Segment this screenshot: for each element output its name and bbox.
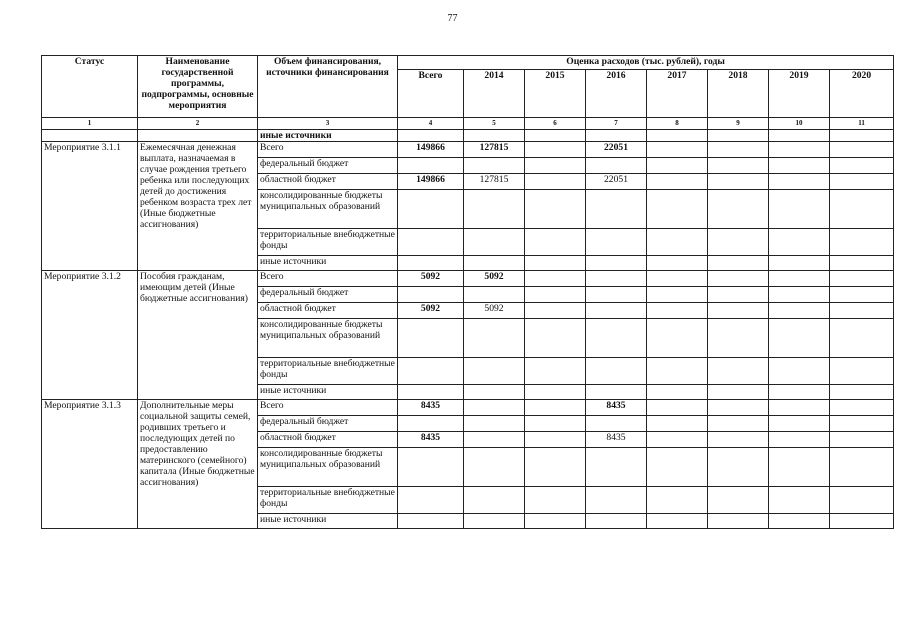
- value-cell: [398, 358, 464, 385]
- value-cell: [769, 271, 830, 287]
- value-cell: 8435: [398, 400, 464, 416]
- financing-source: иные источники: [258, 256, 398, 271]
- value-cell: [830, 416, 894, 432]
- value-cell: [830, 400, 894, 416]
- measure-status: Мероприятие 3.1.3: [42, 400, 138, 529]
- column-number: 5: [464, 118, 525, 130]
- value-cell: [464, 158, 525, 174]
- column-number: 10: [769, 118, 830, 130]
- value-cell: [830, 358, 894, 385]
- value-cell: [708, 174, 769, 190]
- value-cell: [525, 130, 586, 142]
- value-cell: [830, 319, 894, 358]
- value-cell: [708, 514, 769, 529]
- value-cell: [525, 319, 586, 358]
- value-cell: [708, 487, 769, 514]
- value-cell: [647, 358, 708, 385]
- value-cell: [830, 385, 894, 400]
- value-cell: [586, 303, 647, 319]
- value-cell: 5092: [398, 271, 464, 287]
- value-cell: [769, 229, 830, 256]
- value-cell: [708, 256, 769, 271]
- value-cell: [398, 287, 464, 303]
- financing-source: консолидированные бюджеты муниципальных образований: [258, 448, 398, 487]
- value-cell: [398, 229, 464, 256]
- header-year-2016: 2016: [586, 70, 647, 118]
- value-cell: [586, 256, 647, 271]
- budget-table: [41, 55, 894, 529]
- value-cell: [586, 514, 647, 529]
- column-number: 11: [830, 118, 894, 130]
- value-cell: [769, 432, 830, 448]
- value-cell: [586, 319, 647, 358]
- value-cell: [647, 319, 708, 358]
- financing-source: Всего: [258, 142, 398, 158]
- value-cell: [398, 385, 464, 400]
- value-cell: [830, 287, 894, 303]
- value-cell: [464, 130, 525, 142]
- header-year-2017: 2017: [647, 70, 708, 118]
- value-cell: [525, 358, 586, 385]
- value-cell: [464, 416, 525, 432]
- value-cell: [830, 229, 894, 256]
- value-cell: [708, 319, 769, 358]
- value-cell: [464, 385, 525, 400]
- value-cell: [769, 174, 830, 190]
- financing-source: федеральный бюджет: [258, 287, 398, 303]
- value-cell: [647, 229, 708, 256]
- value-cell: [647, 416, 708, 432]
- value-cell: [647, 130, 708, 142]
- value-cell: [830, 432, 894, 448]
- value-cell: [830, 514, 894, 529]
- table-row: [42, 400, 894, 416]
- value-cell: [398, 487, 464, 514]
- column-number: 6: [525, 118, 586, 130]
- value-cell: [830, 303, 894, 319]
- value-cell: [464, 514, 525, 529]
- value-cell: [830, 271, 894, 287]
- financing-source: консолидированные бюджеты муниципальных образований: [258, 319, 398, 358]
- financing-source: иные источники: [258, 514, 398, 529]
- financing-source: областной бюджет: [258, 303, 398, 319]
- value-cell: [708, 271, 769, 287]
- measure-status: Мероприятие 3.1.1: [42, 142, 138, 271]
- header-financing-volume: Объем финансирования, источники финансирования: [258, 56, 398, 118]
- financing-source: иные источники: [258, 385, 398, 400]
- value-cell: [769, 400, 830, 416]
- value-cell: [769, 514, 830, 529]
- value-cell: [708, 158, 769, 174]
- value-cell: [708, 416, 769, 432]
- value-cell: [398, 448, 464, 487]
- value-cell: [464, 287, 525, 303]
- financing-source: федеральный бюджет: [258, 158, 398, 174]
- measure-name: Ежемесячная денежная выплата, назначаемая в случае рождения третьего ребенка или последующих детей до достижения ребенком возраста трех лет (Иные бюджетные ассигнования): [138, 142, 258, 271]
- value-cell: [708, 432, 769, 448]
- value-cell: [830, 448, 894, 487]
- column-number: 9: [708, 118, 769, 130]
- value-cell: 22051: [586, 174, 647, 190]
- value-cell: [525, 190, 586, 229]
- value-cell: [769, 303, 830, 319]
- financing-source: Всего: [258, 271, 398, 287]
- value-cell: [830, 256, 894, 271]
- page-number: 77: [447, 13, 458, 24]
- value-cell: [586, 358, 647, 385]
- value-cell: [769, 256, 830, 271]
- value-cell: [464, 487, 525, 514]
- value-cell: [525, 400, 586, 416]
- header-year-2015: 2015: [525, 70, 586, 118]
- value-cell: [525, 256, 586, 271]
- value-cell: [647, 448, 708, 487]
- value-cell: [525, 174, 586, 190]
- value-cell: [586, 416, 647, 432]
- financing-source: федеральный бюджет: [258, 416, 398, 432]
- value-cell: [525, 142, 586, 158]
- column-number: 3: [258, 118, 398, 130]
- financing-source: консолидированные бюджеты муниципальных образований: [258, 190, 398, 229]
- financing-source: территориальные внебюджетные фонды: [258, 487, 398, 514]
- value-cell: 8435: [398, 432, 464, 448]
- header-year-2020: 2020: [830, 70, 894, 118]
- value-cell: [647, 385, 708, 400]
- value-cell: [586, 229, 647, 256]
- value-cell: [464, 448, 525, 487]
- value-cell: [769, 358, 830, 385]
- value-cell: 5092: [464, 303, 525, 319]
- value-cell: [398, 130, 464, 142]
- value-cell: [464, 432, 525, 448]
- column-number: 2: [138, 118, 258, 130]
- financing-source: территориальные внебюджетные фонды: [258, 229, 398, 256]
- value-cell: [769, 416, 830, 432]
- value-cell: [830, 190, 894, 229]
- carryover-row: [42, 130, 894, 142]
- value-cell: [525, 158, 586, 174]
- value-cell: [647, 174, 708, 190]
- value-cell: 149866: [398, 142, 464, 158]
- value-cell: [464, 400, 525, 416]
- value-cell: [769, 319, 830, 358]
- value-cell: [647, 158, 708, 174]
- value-cell: [525, 432, 586, 448]
- value-cell: [647, 400, 708, 416]
- value-cell: [398, 319, 464, 358]
- value-cell: [830, 142, 894, 158]
- header-status: Статус: [42, 56, 138, 118]
- header-year-total: Всего: [398, 70, 464, 118]
- financing-source: Всего: [258, 400, 398, 416]
- table-body: [42, 130, 894, 529]
- name-cell: [138, 130, 258, 142]
- value-cell: [525, 385, 586, 400]
- value-cell: [398, 158, 464, 174]
- source-cell: иные источники: [258, 130, 398, 142]
- value-cell: [647, 514, 708, 529]
- financing-source: территориальные внебюджетные фонды: [258, 358, 398, 385]
- value-cell: [708, 130, 769, 142]
- value-cell: [586, 158, 647, 174]
- measure-name: Пособия гражданам, имеющим детей (Иные бюджетные ассигнования): [138, 271, 258, 400]
- value-cell: [647, 190, 708, 229]
- value-cell: [525, 487, 586, 514]
- financing-source: областной бюджет: [258, 432, 398, 448]
- value-cell: [708, 358, 769, 385]
- value-cell: 149866: [398, 174, 464, 190]
- header-expenses-estimate: Оценка расходов (тыс. рублей), годы: [398, 56, 894, 70]
- column-number: 8: [647, 118, 708, 130]
- value-cell: [525, 514, 586, 529]
- value-cell: [398, 416, 464, 432]
- header-program-name: Наименование государственной программы, подпрограммы, основные мероприятия: [138, 56, 258, 118]
- header-year-2014: 2014: [464, 70, 525, 118]
- value-cell: [464, 229, 525, 256]
- value-cell: 127815: [464, 142, 525, 158]
- value-cell: [525, 448, 586, 487]
- value-cell: [769, 448, 830, 487]
- column-number: 7: [586, 118, 647, 130]
- value-cell: 5092: [398, 303, 464, 319]
- value-cell: [464, 319, 525, 358]
- financing-source: областной бюджет: [258, 174, 398, 190]
- value-cell: [830, 174, 894, 190]
- value-cell: [464, 190, 525, 229]
- value-cell: [464, 358, 525, 385]
- value-cell: [708, 385, 769, 400]
- value-cell: [830, 130, 894, 142]
- value-cell: [769, 142, 830, 158]
- value-cell: [769, 190, 830, 229]
- value-cell: [525, 287, 586, 303]
- value-cell: [830, 487, 894, 514]
- value-cell: [586, 487, 647, 514]
- value-cell: [525, 416, 586, 432]
- value-cell: [769, 130, 830, 142]
- value-cell: 8435: [586, 432, 647, 448]
- value-cell: 8435: [586, 400, 647, 416]
- header-year-2018: 2018: [708, 70, 769, 118]
- table-row: [42, 271, 894, 287]
- value-cell: [525, 229, 586, 256]
- value-cell: [586, 287, 647, 303]
- value-cell: [586, 271, 647, 287]
- value-cell: 22051: [586, 142, 647, 158]
- value-cell: [769, 487, 830, 514]
- value-cell: [586, 190, 647, 229]
- value-cell: [647, 432, 708, 448]
- value-cell: [708, 142, 769, 158]
- status-cell: [42, 130, 138, 142]
- value-cell: [586, 385, 647, 400]
- value-cell: [769, 385, 830, 400]
- value-cell: [586, 130, 647, 142]
- value-cell: [647, 287, 708, 303]
- value-cell: [708, 400, 769, 416]
- value-cell: [708, 190, 769, 229]
- value-cell: [398, 256, 464, 271]
- value-cell: [398, 514, 464, 529]
- value-cell: [586, 448, 647, 487]
- measure-status: Мероприятие 3.1.2: [42, 271, 138, 400]
- value-cell: [647, 303, 708, 319]
- value-cell: [769, 158, 830, 174]
- value-cell: [708, 229, 769, 256]
- column-number: 1: [42, 118, 138, 130]
- column-number: 4: [398, 118, 464, 130]
- value-cell: [525, 303, 586, 319]
- value-cell: [647, 487, 708, 514]
- value-cell: [647, 256, 708, 271]
- value-cell: 5092: [464, 271, 525, 287]
- value-cell: [647, 271, 708, 287]
- value-cell: [464, 256, 525, 271]
- value-cell: 127815: [464, 174, 525, 190]
- value-cell: [398, 190, 464, 229]
- value-cell: [830, 158, 894, 174]
- value-cell: [708, 303, 769, 319]
- table-row: [42, 142, 894, 158]
- header-year-2019: 2019: [769, 70, 830, 118]
- value-cell: [708, 287, 769, 303]
- measure-name: Дополнительные меры социальной защиты семей, родивших третьего и последующих детей по предоставлению материнского (семейного) капитала (Иные бюджетные ассигнования): [138, 400, 258, 529]
- value-cell: [769, 287, 830, 303]
- value-cell: [647, 142, 708, 158]
- value-cell: [525, 271, 586, 287]
- value-cell: [708, 448, 769, 487]
